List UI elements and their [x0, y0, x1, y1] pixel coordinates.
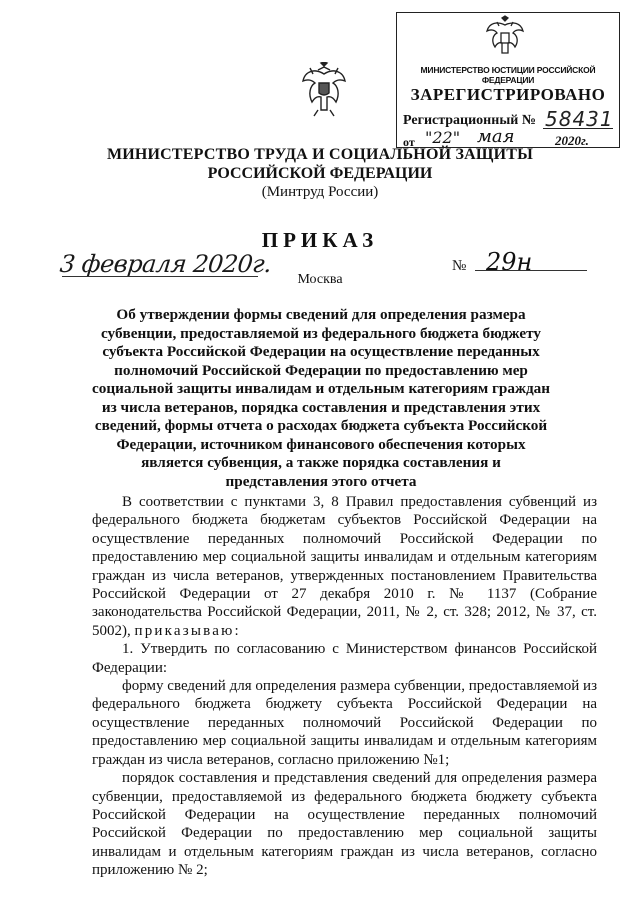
order-number-label: №: [452, 258, 467, 274]
preamble-text: В соответствии с пунктами 3, 8 Правил предоставления субвенций из федерального бюджета бюджетам субъектов Российской Федерации на осуществление переданных полномочий Российской Федерации по предоставлению мер социальной защиты инвалидам и отдельным категориям граждан из числа ветеранов, утвержденных постановлением Правительства Российской Федерации от 27 декабря 2010 г. № 1137 (Собрание законодательства Российской Федерации, 2011, № 2, ст. 328; 2012, № 37, ст. 5002),: [92, 494, 597, 639]
ministry-short-name: (Минтруд России): [261, 184, 379, 200]
item-1-procedure: порядок составления и представления сведений для определения размера субвенции, предоставляемой из федерального бюджета бюджету субъекта Российской Федерации на осуществление переданных полномочий Российской Федерации по предоставлению мер социальной защиты инвалидам и отдельным категориям граждан из числа ветеранов, согласно приложению № 2;: [92, 770, 597, 879]
stamp-registration-number: 58431: [545, 107, 614, 131]
order-number-underline: [475, 270, 587, 271]
stamp-ministry-name: МИНИСТЕРСТВО ЮСТИЦИИ РОССИЙСКОЙ ФЕДЕРАЦИИ: [420, 65, 596, 85]
stamp-date-month: мая: [477, 126, 515, 147]
order-place: Москва: [297, 272, 343, 287]
document-title: ПРИКАЗ: [261, 228, 379, 252]
preamble-paragraph: [92, 493, 597, 640]
order-number: 29н: [486, 248, 533, 276]
stamp-registration-number-label: Регистрационный №: [403, 113, 536, 128]
ministry-name-line1: МИНИСТЕРСТВО ТРУДА И СОЦИАЛЬНОЙ ЗАЩИТЫ: [106, 146, 534, 163]
item-1-form: форму сведений для определения размера субвенции, предоставляемой из федерального бюджета бюджету субъекта Российской Федерации на осуществление переданных полномочий Российской Федерации по предоставлению мер социальной защиты инвалидам и отдельным категориям граждан из числа ветеранов, согласно приложению №1;: [92, 678, 597, 768]
ministry-name-line2: РОССИЙСКОЙ ФЕДЕРАЦИИ: [207, 165, 433, 182]
item-1: 1. Утвердить по согласованию с Министерством финансов Российской Федерации:: [92, 641, 597, 676]
registration-stamp: [396, 12, 620, 148]
order-subject: Об утверждении формы сведений для определения размера субвенции, предоставляемой из федерального бюджета бюджету субъекта Российской Федерации на осуществление переданных полномочий Российской Федерации по предоставлению мер социальной защиты инвалидам и отдельным категориям граждан из числа ветеранов, порядка составления и представления этих сведений, формы отчета о расходах бюджета субъекта Российской Федерации, источником финансового обеспечения которых является субвенция, а также порядка составления и представления этого отчета: [92, 306, 551, 490]
coat-of-arms-icon: [300, 62, 348, 118]
stamp-date-label: от: [403, 135, 415, 149]
document-body: [92, 493, 597, 880]
order-date: 3 февраля 2020г.: [58, 250, 273, 278]
order-word: приказываю:: [134, 622, 241, 639]
stamp-number-underline: [543, 128, 613, 129]
coat-of-arms-icon: [483, 15, 527, 59]
stamp-date-year: 2020г.: [555, 133, 589, 148]
stamp-registered-label: ЗАРЕГИСТРИРОВАНО: [410, 85, 606, 104]
stamp-date-day: "22": [425, 128, 461, 147]
